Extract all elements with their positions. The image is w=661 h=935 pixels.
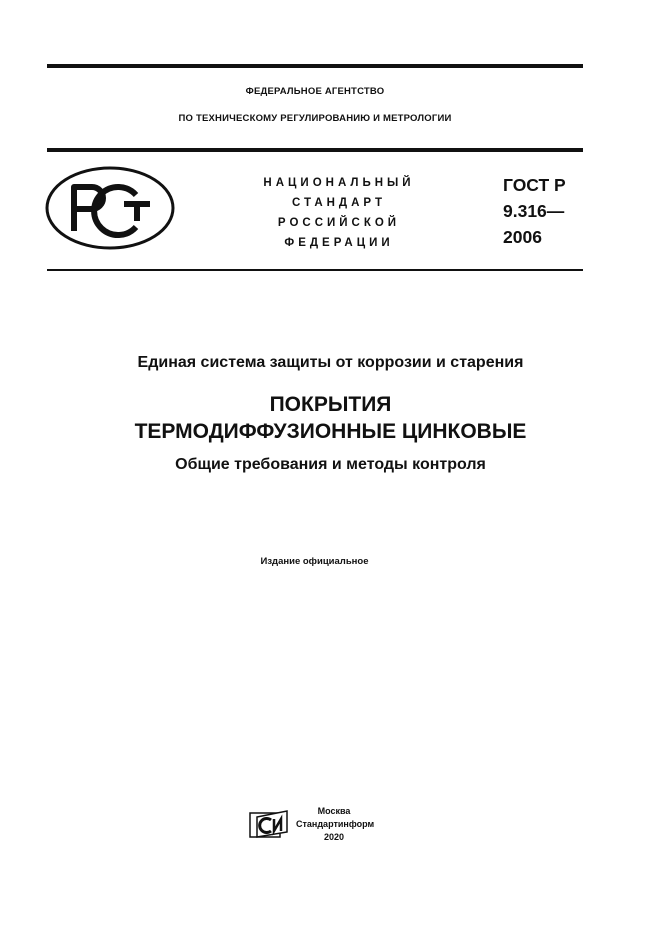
standartinform-logo-icon <box>249 810 291 838</box>
agency-line-1: ФЕДЕРАЛЬНОЕ АГЕНТСТВО <box>245 86 385 97</box>
designation-line: 2006 <box>503 227 542 247</box>
publisher-year: 2020 <box>323 832 345 842</box>
standard-designation <box>503 172 593 250</box>
title-line: ПОКРЫТИЯ <box>269 393 392 416</box>
rst-certification-mark-icon <box>44 165 176 251</box>
designation-line: ГОСТ Р <box>503 175 566 195</box>
title-line: ТЕРМОДИФФУЗИОННЫЕ ЦИНКОВЫЕ <box>134 420 527 443</box>
publisher-city: Москва <box>317 806 351 816</box>
national-line: СТАНДАРТ <box>292 197 386 209</box>
designation-rule <box>47 269 583 271</box>
edition-label: Издание официальное <box>260 556 369 567</box>
top-rule <box>47 64 583 68</box>
publisher-info <box>296 805 375 844</box>
national-line: РОССИЙСКОЙ <box>277 217 401 229</box>
agency-line-2: ПО ТЕХНИЧЕСКОМУ РЕГУЛИРОВАНИЮ И МЕТРОЛОГИИ <box>178 113 452 124</box>
national-line: НАЦИОНАЛЬНЫЙ <box>263 177 415 189</box>
national-line: ФЕДЕРАЦИИ <box>284 237 394 249</box>
national-standard-label <box>228 173 450 253</box>
document-title <box>0 391 661 445</box>
series-title: Единая система защиты от коррозии и старения <box>137 354 524 371</box>
publisher-name: Стандартинформ <box>296 819 375 829</box>
document-subtitle: Общие требования и методы контроля <box>175 456 486 473</box>
designation-line: 9.316— <box>503 201 565 221</box>
header-rule <box>47 148 583 152</box>
